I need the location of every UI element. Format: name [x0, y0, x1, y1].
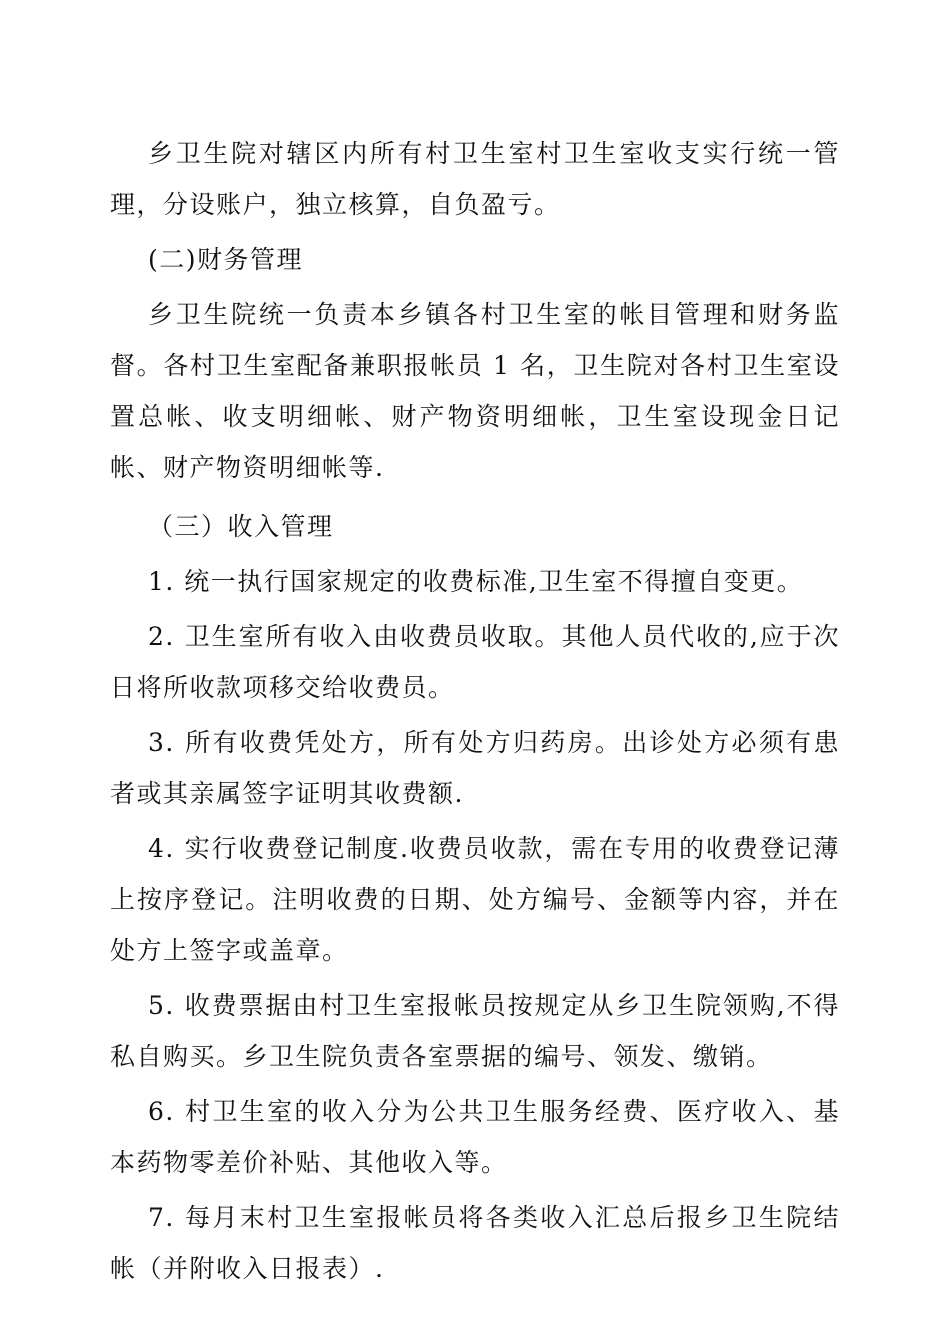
heading-financial-management: (二)财务管理 — [148, 245, 304, 274]
heading-income-management: （三）收入管理 — [148, 512, 334, 541]
list-item-5: 5. 收费票据由村卫生室报帐员按规定从乡卫生院领购,不得私自购买。乡卫生院负责各室票据的编号、领发、缴销。 — [110, 991, 840, 1071]
list-item-4: 4. 实行收费登记制度.收费员收款，需在专用的收费登记薄上按序登记。注明收费的日期、处方编号、金额等内容，并在处方上签字或盖章。 — [110, 834, 840, 965]
list-item-6: 6. 村卫生室的收入分为公共卫生服务经费、医疗收入、基本药物零差价补贴、其他收入等。 — [110, 1097, 840, 1177]
list-item-2: 2. 卫生室所有收入由收费员收取。其他人员代收的,应于次日将所收款项移交给收费员。 — [110, 622, 840, 702]
list-item-7: 7. 每月末村卫生室报帐员将各类收入汇总后报乡卫生院结帐（并附收入日报表）. — [110, 1203, 840, 1283]
list-item-3: 3. 所有收费凭处方，所有处方归药房。出诊处方必须有患者或其亲属签字证明其收费额. — [110, 728, 840, 808]
list-item-1: 1. 统一执行国家规定的收费标准,卫生室不得擅自变更。 — [148, 567, 804, 596]
paragraph-accounts-supervision: 乡卫生院统一负责本乡镇各村卫生室的帐目管理和财务监督。各村卫生室配备兼职报帐员 1 名，卫生院对各村卫生室设置总帐、收支明细帐、财产物资明细帐，卫生室设现金日记帐、财产物资明细帐等. — [110, 300, 840, 482]
document-page — [110, 128, 840, 1294]
paragraph-unified-management: 乡卫生院对辖区内所有村卫生室村卫生室收支实行统一管理，分设账户，独立核算，自负盈亏。 — [110, 139, 840, 219]
